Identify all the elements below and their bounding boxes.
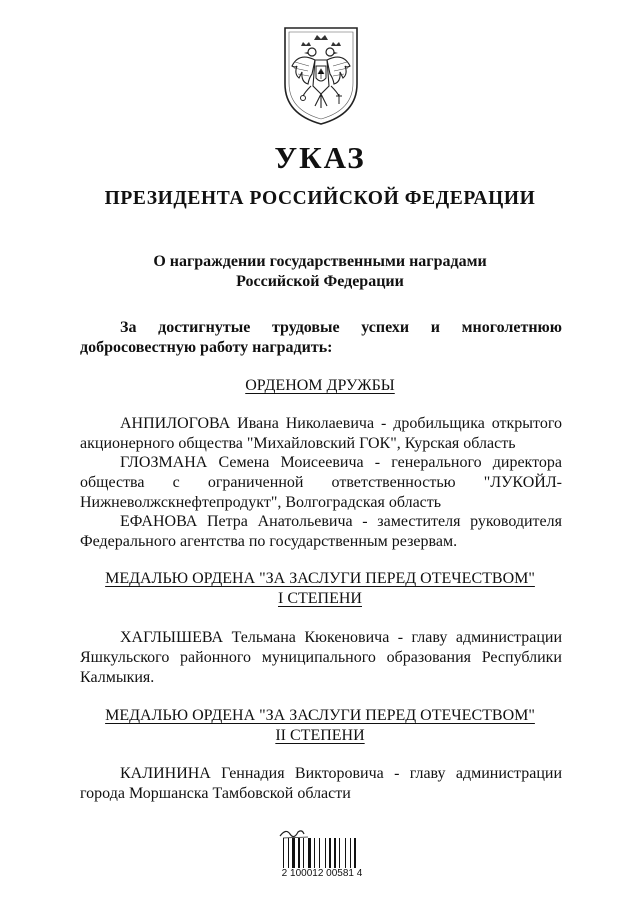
- barcode-bar: [334, 838, 336, 868]
- paragraph-line: Федерального агентства по государственным резервам.: [80, 533, 458, 550]
- paragraph-line: ХАГЛЫШЕВА Тельмана Кюкеновича - главу администрации: [120, 629, 562, 646]
- paragraph-line: ЕФАНОВА Петра Анатольевича - заместителя руководителя: [120, 513, 562, 530]
- paragraph-line: Нижневолжскнефтепродукт", Волгоградская область: [80, 494, 442, 511]
- award-entry: [80, 453, 562, 513]
- barcode-bar: [325, 838, 326, 868]
- section-title-line: I СТЕПЕНИ: [278, 590, 362, 607]
- section-title-line: МЕДАЛЬЮ ОРДЕНА "ЗА ЗАСЛУГИ ПЕРЕД ОТЕЧЕСТВОМ": [105, 570, 535, 587]
- paragraph-line: добросовестную работу наградить:: [80, 339, 333, 356]
- paragraph-line: города Моршанска Тамбовской области: [80, 785, 351, 802]
- barcode-bar: [298, 838, 300, 868]
- decree-heading-line: Российской Федерации: [236, 273, 404, 290]
- barcode-bar: [339, 838, 340, 868]
- paragraph-line: ГЛОЗМАНА Семена Моисеевича - генерального директора: [120, 454, 562, 471]
- barcode-bar: [354, 838, 356, 868]
- barcode-bar: [292, 838, 295, 868]
- paragraph-line: Калмыкия.: [80, 669, 155, 686]
- award-entry: [80, 414, 562, 454]
- barcode-bar: [283, 838, 284, 868]
- paragraph-line: КАЛИНИНА Геннадия Викторовича - главу администрации: [120, 765, 562, 782]
- barcode-bar: [329, 838, 331, 868]
- section-title-line: II СТЕПЕНИ: [275, 727, 365, 744]
- paragraph-line: За достигнутые трудовые успехи и многолетнюю: [120, 319, 562, 336]
- award-entry: [80, 512, 562, 552]
- barcode-bar: [314, 838, 315, 868]
- intro-paragraph: [80, 318, 562, 358]
- section-title-medal-first-degree: [0, 569, 640, 609]
- section-title-order-of-friendship: ОРДЕНОМ ДРУЖБЫ: [245, 377, 395, 394]
- barcode-bar: [303, 838, 304, 868]
- paragraph-line: АНПИЛОГОВА Ивана Николаевича - дробильщика открытого: [120, 415, 562, 432]
- paragraph-line: Яшкульского районного муниципального образования Республики: [80, 649, 562, 666]
- award-entry: [80, 764, 562, 804]
- paragraph-line: акционерного общества "Михайловский ГОК", Курская область: [80, 435, 516, 452]
- barcode-bar: [308, 838, 311, 868]
- decree-heading: [0, 252, 640, 292]
- document-subtitle: ПРЕЗИДЕНТА РОССИЙСКОЙ ФЕДЕРАЦИИ: [104, 188, 536, 209]
- section-title-medal-second-degree: [0, 706, 640, 746]
- section-title-line: МЕДАЛЬЮ ОРДЕНА "ЗА ЗАСЛУГИ ПЕРЕД ОТЕЧЕСТВОМ": [105, 707, 535, 724]
- decree-heading-line: О награждении государственными наградами: [153, 253, 487, 270]
- barcode-bar: [345, 838, 346, 868]
- barcode-bar: [350, 838, 351, 868]
- award-entry: [80, 628, 562, 688]
- barcode-bar: [288, 838, 289, 868]
- barcode-bar: [319, 838, 320, 868]
- coat-of-arms-icon: [279, 22, 363, 126]
- document-title: УКАЗ: [274, 140, 366, 175]
- barcode-icon: [283, 838, 357, 868]
- paragraph-line: общества с ограниченной ответственностью "ЛУКОЙЛ-: [80, 474, 562, 491]
- barcode-number: 2 100012 00581 4: [281, 868, 363, 879]
